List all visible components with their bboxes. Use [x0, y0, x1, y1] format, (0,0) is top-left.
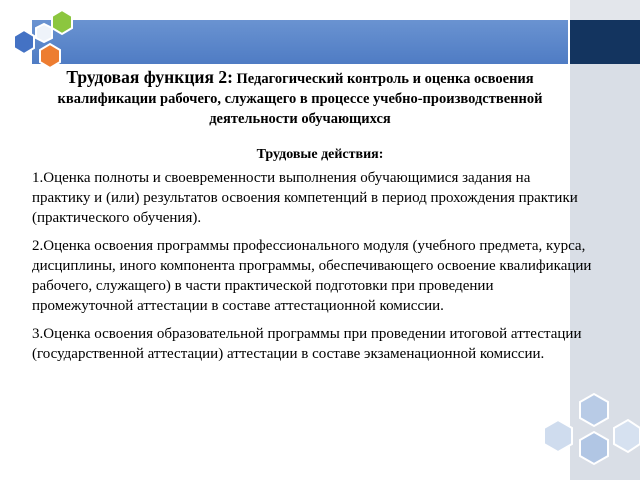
action-item: 1.Оценка полноты и своевременности выполнения обучающимися задания на практику и (или) результатов освоения компетенций в период прохождения практики (практического обучения).: [32, 170, 578, 226]
actions-list: [32, 168, 592, 372]
header-band-fill: [32, 20, 568, 64]
hexagon-cluster-icon: [528, 388, 640, 480]
hexagon-white-icon: [36, 24, 52, 42]
slide-title-rest: Педагогический контроль и оценка освоения квалификации рабочего, служащего в процессе учебно-производственной деятельности обучающихся: [57, 71, 543, 127]
hexagon-orange-icon: [40, 44, 60, 68]
section-subheading: Трудовые действия:: [256, 147, 384, 162]
slide-title-main: Трудовая функция 2:: [66, 67, 233, 87]
slide-title: [30, 68, 570, 129]
header-band-dark: [570, 20, 640, 64]
action-item: 2.Оценка освоения программы профессионального модуля (учебного предмета, курса, дисциплины, иного компонента программы, обеспечивающего освоение квалификации рабочего, служащего) в части практической подготовки при проведении промежуточной аттестации в составе аттестационной комиссии.: [32, 238, 592, 314]
header-band: [0, 0, 640, 70]
hexagon-green-icon: [52, 10, 72, 34]
action-item: 3.Оценка освоения образовательной программы при проведении итоговой аттестации (государственной аттестации) аттестации в составе экзаменационной комиссии.: [32, 326, 582, 362]
hexagon-blue-icon: [14, 30, 34, 54]
